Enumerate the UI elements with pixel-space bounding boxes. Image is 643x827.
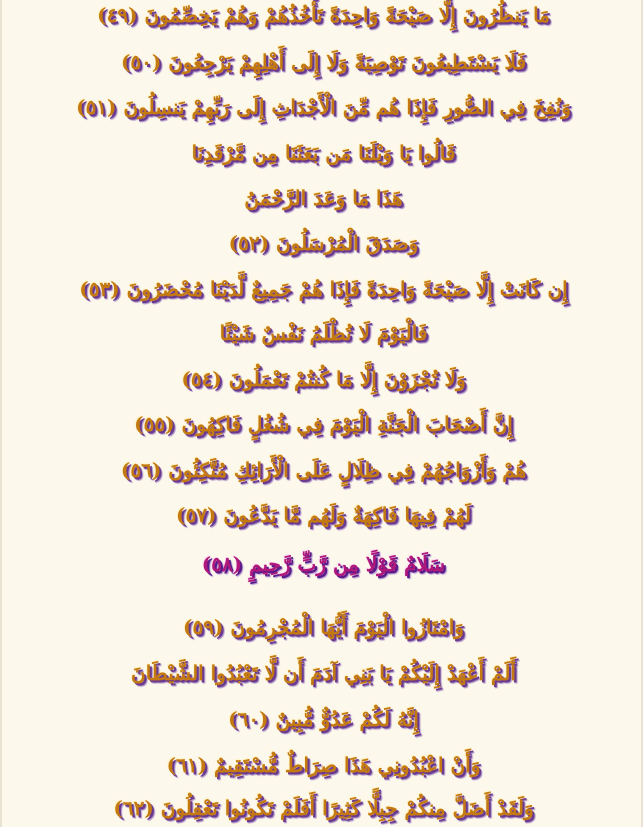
- verse-text: هَذَا مَا وَعَدَ الرَّحْمَنُ: [244, 186, 403, 210]
- verse-text: لَهُمْ فِيهَا فَاكِهَةٌ وَلَهُم مَّا يَدَّعُونَ (٥٧): [176, 503, 471, 527]
- verse-text: وَصَدَقَ الْمُرْسَلُونَ (٥٢): [228, 231, 419, 255]
- verse-text: إِنَّ أَصْحَابَ الْجَنَّةِ الْيَوْمَ فِي شُغُلٍ فَاكِهُونَ (٥٥): [134, 412, 513, 436]
- verse-text: فَلَا يَسْتَطِيعُونَ تَوْصِيَةً وَلَا إِلَى أَهْلِهِمْ يَرْجِعُونَ (٥٠): [120, 50, 527, 74]
- verse-line: [2, 658, 643, 688]
- verse-text: وَلَقَدْ أَضَلَّ مِنكُمْ جِبِلًّا كَثِيرًا أَفَلَمْ تَكُونُوا تَعْقِلُونَ (٦٢): [113, 796, 534, 820]
- verse-line: [2, 47, 643, 77]
- verse-text: وَلَا تُجْزَوْنَ إِلَّا مَا كُنتُمْ تَعْمَلُونَ (٥٤): [181, 367, 466, 391]
- verse-text: قَالُوا يَا وَيْلَنَا مَن بَعَثَنَا مِن مَّرْقَدِنَا: [191, 141, 456, 165]
- verse-line: [2, 183, 643, 213]
- verse-line: [2, 409, 643, 439]
- verse-line: [2, 138, 643, 168]
- verse-text: إِن كَانَتْ إِلَّا صَيْحَةً وَاحِدَةً فَإِذَا هُمْ جَمِيعٌ لَّدَيْنَا مُحْضَرُونَ (٥٣): [79, 277, 568, 301]
- verse-line: [2, 704, 643, 734]
- verse-line: [2, 228, 643, 258]
- verse-text: أَلَمْ أَعْهَدْ إِلَيْكُمْ يَا بَنِي آدَمَ أَن لَّا تَعْبُدُوا الشَّيْطَانَ: [131, 661, 516, 685]
- verse-text: إِنَّهُ لَكُمْ عَدُوٌّ مُّبِينٌ (٦٠): [228, 707, 419, 731]
- verse-text: مَا يَنظُرُونَ إِلَّا صَيْحَةً وَاحِدَةً تَأْخُذُهُمْ وَهُمْ يَخِصِّمُونَ (٤٩): [97, 3, 550, 27]
- verse-list: [2, 0, 643, 827]
- verse-text: فَالْيَوْمَ لَا تُظْلَمُ نَفْسٌ شَيْئًا: [219, 321, 428, 345]
- verse-line: [2, 793, 643, 823]
- verse-line: [2, 500, 643, 530]
- verse-line: [2, 274, 643, 304]
- verse-text: وَامْتَازُوا الْيَوْمَ أَيُّهَا الْمُجْرِمُونَ (٥٩): [183, 615, 464, 639]
- verse-line: [2, 750, 643, 780]
- verse-line: [2, 549, 643, 579]
- verse-text: هُمْ وَأَزْوَاجُهُمْ فِي ظِلَالٍ عَلَى الْأَرَائِكِ مُتَّكِئُونَ (٥٦): [120, 458, 527, 482]
- verse-line: [2, 612, 643, 642]
- verse-text: وَأَنْ اعْبُدُونِي هَذَا صِرَاطٌ مُّسْتَقِيمٌ (٦١): [166, 753, 481, 777]
- verse-line: [2, 0, 643, 30]
- verse-line: [2, 364, 643, 394]
- verse-line: [2, 92, 643, 122]
- verse-text: وَنُفِخَ فِي الصُّورِ فَإِذَا هُم مِّنَ الْأَجْدَاثِ إِلَى رَبِّهِمْ يَنسِلُونَ (٥١): [76, 95, 571, 119]
- verse-line: [2, 318, 643, 348]
- verse-line: [2, 455, 643, 485]
- verse-text: سَلَامٌ قَوْلًا مِن رَّبٍّ رَّحِيمٍ (٥٨): [201, 552, 446, 576]
